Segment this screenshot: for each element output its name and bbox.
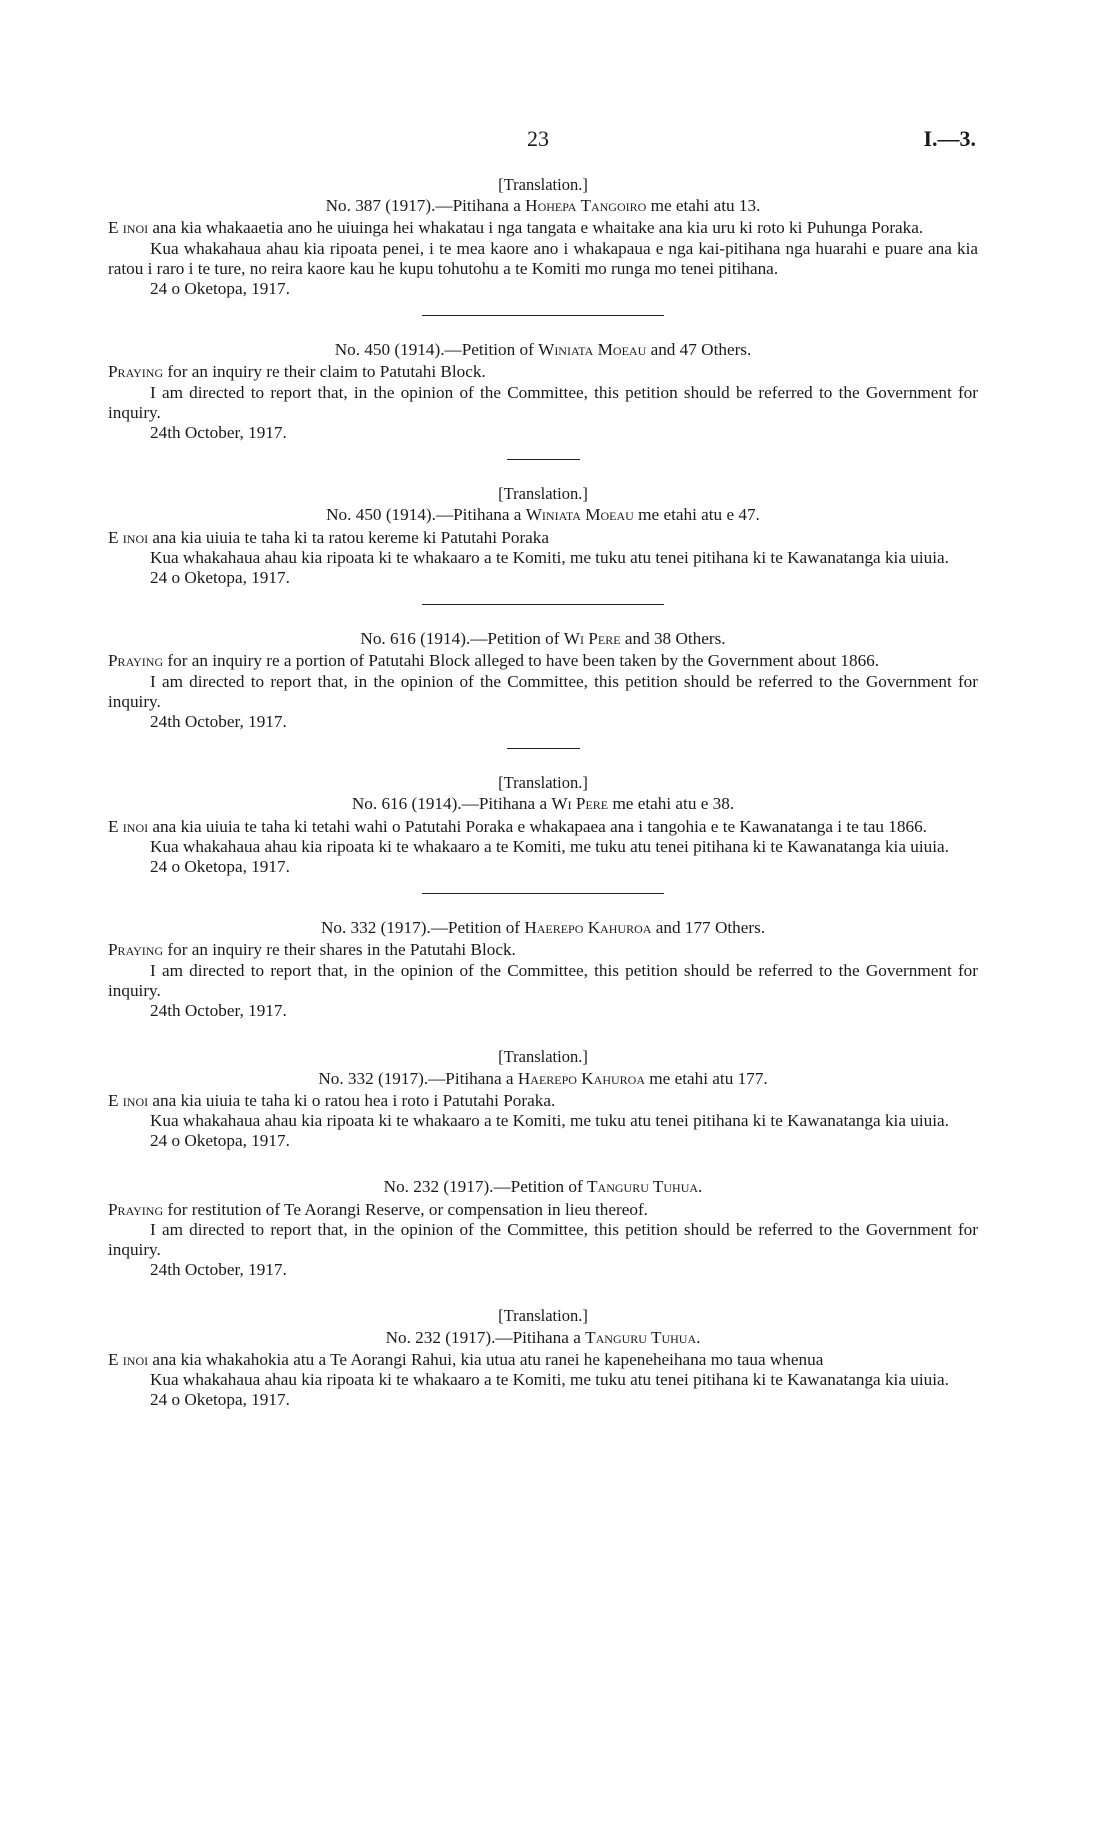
committee-report: Kua whakahaua ahau kia ripoata ki te whakaaro a te Komiti, me tuku atu tenei pitihana ki te Kawanatanga kia uiuia. bbox=[150, 547, 949, 567]
prayer-lead: E inoi bbox=[108, 1349, 149, 1369]
heading-number: No. 232 (1917).—Petition of bbox=[383, 1177, 588, 1197]
heading-suffix: . bbox=[698, 1177, 703, 1197]
report-date: 24 o Oketopa, 1917. bbox=[150, 1131, 290, 1151]
section-divider bbox=[422, 315, 664, 316]
page-number: 23 bbox=[527, 126, 549, 151]
petition-section bbox=[108, 918, 978, 1021]
prayer-lead: E inoi bbox=[108, 527, 149, 547]
petition-prayer bbox=[108, 651, 978, 671]
petition-section bbox=[108, 340, 978, 443]
petition-section bbox=[108, 175, 978, 299]
translation-label: [Translation.] bbox=[498, 1306, 588, 1326]
prayer-lead: Praying bbox=[108, 1199, 164, 1219]
report-date: 24th October, 1917. bbox=[150, 1001, 287, 1021]
committee-report: I am directed to report that, in the opinion of the Committee, this petition should be referred to the Government for inquiry. bbox=[108, 671, 978, 711]
prayer-text: for an inquiry re their claim to Patutahi Block. bbox=[163, 362, 486, 382]
prayer-text: ana kia uiuia te taha ki ta ratou kereme ki Patutahi Poraka bbox=[148, 527, 550, 547]
prayer-text: for an inquiry re a portion of Patutahi Block alleged to have been taken by the Government about 1866. bbox=[163, 651, 880, 671]
petition-heading bbox=[108, 1177, 978, 1197]
report-date: 24th October, 1917. bbox=[150, 423, 287, 443]
committee-report: I am directed to report that, in the opinion of the Committee, this petition should be referred to the Government for inquiry. bbox=[108, 960, 978, 1000]
petition-heading bbox=[108, 629, 978, 649]
petition-heading bbox=[108, 196, 978, 216]
prayer-lead: E inoi bbox=[108, 816, 149, 836]
heading-suffix: and 47 Others. bbox=[646, 340, 752, 360]
heading-number: No. 387 (1917).—Pitihana a bbox=[325, 196, 526, 216]
section-divider bbox=[507, 748, 580, 749]
prayer-text: ana kia uiuia te taha ki tetahi wahi o Patutahi Poraka e whakapaea ana i tangohia e te Kawanatanga i te tau 1866. bbox=[148, 816, 927, 836]
section-divider bbox=[422, 604, 664, 605]
heading-suffix: . bbox=[696, 1327, 701, 1347]
prayer-text: ana kia uiuia te taha ki o ratou hea i roto i Patutahi Poraka. bbox=[148, 1090, 556, 1110]
translation-label: [Translation.] bbox=[498, 1047, 588, 1067]
section-spacer bbox=[108, 1151, 978, 1177]
petition-heading bbox=[108, 340, 978, 360]
petition-prayer bbox=[108, 1350, 978, 1370]
petitioner-name: Tanguru Tuhua bbox=[587, 1177, 699, 1197]
committee-report: Kua whakahaua ahau kia ripoata penei, i te mea kaore ano i whakapaua e nga kai-pitihana nga huarahi e puare ana kia ratou i raro i te ture, no reira kaore kau he kupu tohutohu a te Komiti mo runga mo tenei pitihana. bbox=[108, 238, 978, 278]
prayer-lead: Praying bbox=[108, 362, 164, 382]
petitioner-name: Tanguru Tuhua bbox=[585, 1327, 697, 1347]
report-date: 24 o Oketopa, 1917. bbox=[150, 279, 290, 299]
petition-section bbox=[108, 484, 978, 588]
petitioner-name: Hohepa Tangoiro bbox=[525, 196, 647, 216]
petition-heading bbox=[108, 918, 978, 938]
heading-number: No. 232 (1917).—Pitihana a bbox=[385, 1327, 586, 1347]
committee-report: I am directed to report that, in the opinion of the Committee, this petition should be referred to the Government for inquiry. bbox=[108, 382, 978, 422]
report-date: 24 o Oketopa, 1917. bbox=[150, 1390, 290, 1410]
prayer-lead: Praying bbox=[108, 940, 164, 960]
prayer-text: ana kia whakaaetia ano he uiuinga hei whakatau i nga tangata e whaitake ana kia uru ki roto ki Puhunga Poraka. bbox=[148, 218, 924, 238]
committee-report: Kua whakahaua ahau kia ripoata ki te whakaaro a te Komiti, me tuku atu tenei pitihana ki te Kawanatanga kia uiuia. bbox=[150, 836, 949, 856]
heading-number: No. 450 (1914).—Pitihana a bbox=[326, 505, 526, 525]
petition-section bbox=[108, 773, 978, 877]
heading-number: No. 616 (1914).—Petition of bbox=[360, 629, 564, 649]
prayer-lead: Praying bbox=[108, 651, 164, 671]
petition-prayer bbox=[108, 1091, 978, 1111]
report-date: 24 o Oketopa, 1917. bbox=[150, 568, 290, 588]
petition-prayer bbox=[108, 817, 978, 837]
heading-number: No. 332 (1917).—Petition of bbox=[320, 918, 525, 938]
petitioner-name: Wi Pere bbox=[563, 629, 621, 649]
petition-section bbox=[108, 1306, 978, 1410]
heading-suffix: me etahi atu 13. bbox=[646, 196, 761, 216]
translation-label: [Translation.] bbox=[498, 484, 588, 504]
petition-heading bbox=[108, 1069, 978, 1089]
section-divider bbox=[422, 893, 664, 894]
petition-section bbox=[108, 629, 978, 732]
section-spacer bbox=[108, 1021, 978, 1047]
prayer-text: ana kia whakahokia atu a Te Aorangi Rahui, kia utua atu ranei he kapeneheihana mo taua whenua bbox=[148, 1349, 824, 1369]
heading-number: No. 616 (1914).—Pitihana a bbox=[351, 794, 552, 814]
translation-label: [Translation.] bbox=[498, 175, 588, 194]
petition-section bbox=[108, 1047, 978, 1151]
report-date: 24th October, 1917. bbox=[150, 1260, 287, 1280]
heading-suffix: me etahi atu e 47. bbox=[633, 505, 760, 525]
committee-report: Kua whakahaua ahau kia ripoata ki te whakaaro a te Komiti, me tuku atu tenei pitihana ki te Kawanatanga kia uiuia. bbox=[150, 1369, 949, 1389]
petition-prayer bbox=[108, 528, 978, 548]
heading-suffix: and 38 Others. bbox=[620, 629, 726, 649]
prayer-lead: E inoi bbox=[108, 218, 149, 238]
document-body bbox=[108, 175, 978, 1410]
page-reference: I.—3. bbox=[923, 126, 976, 151]
petition-section bbox=[108, 1177, 978, 1280]
petitioner-name: Wi Pere bbox=[551, 794, 609, 814]
translation-label: [Translation.] bbox=[498, 773, 588, 793]
petition-heading bbox=[108, 505, 978, 525]
section-spacer bbox=[108, 1280, 978, 1306]
petition-prayer bbox=[108, 940, 978, 960]
petition-prayer bbox=[108, 362, 978, 382]
petitioner-name: Haerepo Kahuroa bbox=[524, 918, 652, 938]
prayer-lead: E inoi bbox=[108, 1090, 149, 1110]
heading-number: No. 332 (1917).—Pitihana a bbox=[318, 1068, 518, 1088]
committee-report: I am directed to report that, in the opinion of the Committee, this petition should be referred to the Government for inquiry. bbox=[108, 1219, 978, 1259]
heading-number: No. 450 (1914).—Petition of bbox=[334, 340, 539, 360]
heading-suffix: me etahi atu e 38. bbox=[608, 794, 735, 814]
committee-report: Kua whakahaua ahau kia ripoata ki te whakaaro a te Komiti, me tuku atu tenei pitihana ki te Kawanatanga kia uiuia. bbox=[150, 1110, 949, 1130]
prayer-text: for an inquiry re their shares in the Patutahi Block. bbox=[163, 940, 516, 960]
report-date: 24th October, 1917. bbox=[150, 712, 287, 732]
petitioner-name: Haerepo Kahuroa bbox=[517, 1068, 645, 1088]
prayer-text: for restitution of Te Aorangi Reserve, or compensation in lieu thereof. bbox=[163, 1199, 648, 1219]
heading-suffix: me etahi atu 177. bbox=[645, 1068, 768, 1088]
petitioner-name: Winiata Moeau bbox=[538, 340, 647, 360]
petition-heading bbox=[108, 1328, 978, 1348]
report-date: 24 o Oketopa, 1917. bbox=[150, 857, 290, 877]
petition-prayer bbox=[108, 1200, 978, 1220]
section-divider bbox=[507, 459, 580, 460]
petition-prayer bbox=[108, 218, 978, 238]
petition-heading bbox=[108, 794, 978, 814]
petitioner-name: Winiata Moeau bbox=[525, 505, 634, 525]
heading-suffix: and 177 Others. bbox=[651, 918, 766, 938]
